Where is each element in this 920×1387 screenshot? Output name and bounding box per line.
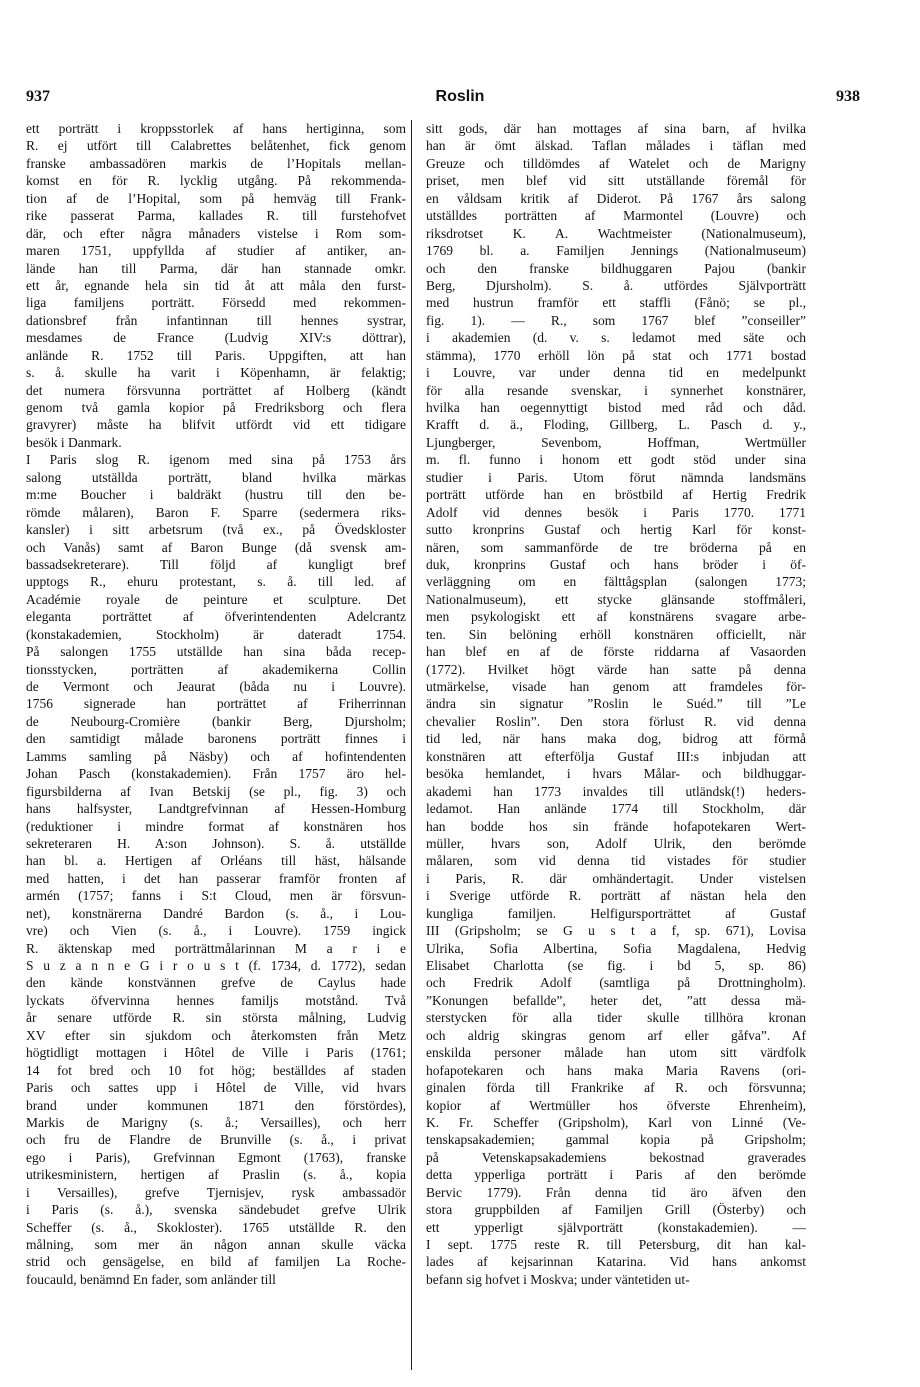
- text-line: i Paris, R. där omhändertagit. Under vistelsen: [426, 870, 806, 886]
- text-line: kansler) i sitt arbetsrum (två ex., på Övedskloster: [26, 522, 406, 538]
- text-line: Adolf vid dennes besök i Paris 1770. 1771: [426, 504, 806, 520]
- text-line: rike passerat Parma, kallades R. till furstehofvet: [26, 208, 406, 224]
- text-line: ”Konungen befallde”, heter det, ”att dessa mä-: [426, 992, 806, 1008]
- text-line: lände han till Parma, där han stannade omkr.: [26, 260, 406, 276]
- text-line: Markis de Marigny (s. å.; Versailles), och herr: [26, 1114, 406, 1130]
- text-line: duk, kronprins Gustaf och hans bröder i öf-: [426, 556, 806, 572]
- text-line: porträtt utförde han en bröstbild af Hertig Fredrik: [426, 487, 806, 503]
- text-line: franske ambassadören markis de l’Hopitals mellan-: [26, 155, 406, 171]
- text-line: han bl. a. Hertigen af Orléans till häst, hälsande: [26, 853, 406, 869]
- text-line: i Paris (s. å.), svenska sändebudet grefve Ulrik: [26, 1202, 406, 1218]
- text-line: Johan Pasch (konstakademien). Från 1757 äro hel-: [26, 766, 406, 782]
- text-line: akademi han 1773 invaldes till utländsk(!) heders-: [426, 783, 806, 799]
- text-line: och Vanås) samt af Baron Bunge (då svensk am-: [26, 539, 406, 555]
- text-line: och den franske bildhuggaren Pajou (bankir: [426, 260, 806, 276]
- text-line: hans halfsyster, Landtgrefvinnan af Hessen-Homburg: [26, 801, 406, 817]
- text-line: sterstycken för alla tider skulle tillhöra kronan: [426, 1010, 806, 1026]
- text-line: stämma), 1770 erhöll lön på stat och 1771 bostad: [426, 347, 806, 363]
- text-line: kopior af Wertmüller hos öfverste Ehrenheim),: [426, 1097, 806, 1113]
- text-line: (1772). Hvilket högt värde han satte på denna: [426, 661, 806, 677]
- text-line: vre) och Vien (s. å., i Louvre). 1759 ingick: [26, 923, 406, 939]
- text-line: riksdrotset K. A. Wachtmeister (Nationalmuseum),: [426, 225, 806, 241]
- text-line: kungliga familjen. Helfigursporträttet af Gustaf: [426, 905, 806, 921]
- text-line: högtidligt mottagen i Hôtel de Ville i Paris (1761;: [26, 1045, 406, 1061]
- text-line: K. Fr. Scheffer (Gripsholm), Karl von Linné (Ve-: [426, 1114, 806, 1130]
- text-line: stora gruppbilden af Familjen Grill (Österby) och: [426, 1202, 806, 1218]
- text-line: nären, som sammanförde de tre bröderna på en: [426, 539, 806, 555]
- text-line: med hustrun framför ett staffli (Fånö; se pl.,: [426, 295, 806, 311]
- text-line: m. fl. funno i honom ett godt stöd under sina: [426, 452, 806, 468]
- text-line: chevalier Roslin”. Den stora förlust R. vid denna: [426, 713, 806, 729]
- text-line: ledamot. Han anlände 1774 till Stockholm, där: [426, 801, 806, 817]
- text-line: upptogs R., ehuru protestant, s. å. till led. af: [26, 574, 406, 590]
- text-line: den samtidigt målade baronens porträtt finnes i: [26, 731, 406, 747]
- text-line: en våldsam kritik af Diderot. På 1767 års salong: [426, 190, 806, 206]
- text-line: S u z a n n e G i r o u s t (f. 1734, d. 1772), sedan: [26, 958, 406, 973]
- text-line: Bervic 1779). Från denna tid äro äfven den: [426, 1184, 806, 1200]
- text-line: fig. 1). — R., som 1767 blef ”conseiller”: [426, 312, 806, 328]
- text-line: dationsbref från infantinnan till hennes systrar,: [26, 312, 406, 328]
- text-line: år senare utförde R. sin största målning, Ludvig: [26, 1010, 406, 1026]
- text-line: och Fredrik Adolf (samtliga på Drottningholm).: [426, 975, 806, 991]
- text-line: Académie royale de peinture et sculpture. Det: [26, 591, 406, 607]
- text-line: han bodde hos sin frände hofapotekaren Wert-: [426, 818, 806, 834]
- text-line: På salongen 1755 utställde han sina båda recep-: [26, 644, 406, 660]
- text-line: med hatten, i det han passerar framför fronten af: [26, 870, 406, 886]
- text-line: den kände konstvännen grefve de Caylus hade: [26, 975, 406, 991]
- text-line: målaren, som vid denna tid vistades för studier: [426, 853, 806, 869]
- text-line: strid och gensägelse, en bild af familjen La Roche-: [26, 1254, 406, 1270]
- text-line: Ulrika, Sofia Albertina, Sofia Magdalena, Hedvig: [426, 940, 806, 956]
- text-line: (konstakademien, Stockholm) är dateradt 1754.: [26, 626, 406, 642]
- running-head: Roslin: [435, 88, 485, 105]
- text-line: Krafft d. ä., Floding, Gillberg, L. Pasch d. y.,: [426, 417, 806, 433]
- text-line: verläggning om en fälttågsplan (salongen 1773;: [426, 574, 806, 590]
- text-line: anlände R. 1752 till Paris. Uppgiften, att han: [26, 347, 406, 363]
- text-line: maren 1751, uppfyllda af studier af antiker, an-: [26, 243, 406, 259]
- text-line: 1756 signerade han porträttet af Friherrinnan: [26, 696, 406, 712]
- text-line: men psykologiskt ett af konstnärens svagare arbe-: [426, 609, 806, 625]
- text-line: foucauld, benämnd En fader, som anländer till: [26, 1271, 276, 1287]
- text-line: ego i Paris), Grefvinnan Egmont (1763), franske: [26, 1149, 406, 1165]
- text-line: 1769 bl. a. Familjen Jennings (Nationalmuseum): [426, 243, 806, 259]
- text-line: ett ypperligt självporträtt (konstakademien). —: [426, 1219, 806, 1235]
- text-line: 14 fot bred och 10 fot hög; beställdes af staden: [26, 1062, 406, 1078]
- text-line: Paris och sattes upp i Hôtel de Ville, vid hvars: [26, 1080, 406, 1096]
- page-number-right: 938: [836, 88, 860, 105]
- text-line: ett år, egnande hela sin tid åt att måla den furst-: [26, 277, 406, 293]
- page-number-left: 937: [26, 88, 50, 105]
- text-line: sutto kronprins Gustaf och hertig Karl för konst-: [426, 522, 806, 538]
- text-line: ten. Sin belöning erhöll konstnären officiellt, när: [426, 626, 806, 642]
- text-line: för alla resande svenskar, i synnerhet konstnärer,: [426, 382, 806, 398]
- text-line: Greuze och tilldömdes af Watelet och de Marigny: [426, 155, 806, 171]
- text-line: bassadsekreterare). Till följd af kungligt bref: [26, 556, 406, 572]
- text-line: genom två gamla kopior på Fredriksborg och flera: [26, 400, 406, 415]
- text-line: net), konstnärerna Dandré Bardon (s. å., i Lou-: [26, 905, 406, 921]
- text-line: tionsstycken, porträtten af akademikerna Collin: [26, 661, 406, 677]
- text-line: brand under kommunen 1871 den förstördes),: [26, 1097, 406, 1113]
- text-line: figursbilderna af Ivan Betskij (se pl., fig. 3) och: [26, 783, 406, 799]
- text-line: R. äktenskap med porträttmålarinnan M a r i e: [26, 940, 406, 956]
- column-divider: [411, 120, 412, 1370]
- text-line: tid led, när hans maka dog, bidrog att förmå: [426, 731, 806, 747]
- text-line: müller, hvars son, Adolf Ulrik, den berömde: [426, 835, 806, 851]
- text-line: sekreteraren H. A:son Johnson). S. å. utställde: [26, 835, 406, 851]
- text-line: studier i Paris. Utom förut nämnda landsmäns: [426, 469, 806, 485]
- text-line: I sept. 1775 reste R. till Petersburg, dit han kal-: [426, 1237, 806, 1252]
- text-line: besök i Danmark.: [26, 434, 122, 450]
- text-line: i Sverige utförde R. porträtt af nästan hela den: [426, 888, 806, 904]
- text-column-left: [26, 120, 406, 1288]
- text-line: detta ypperliga porträtt i Paris af den berömde: [426, 1167, 806, 1183]
- text-line: XV efter sin sjukdom och återkomsten från Metz: [26, 1027, 406, 1043]
- text-line: det numera försvunna porträttet af Holberg (kändt: [26, 382, 406, 398]
- text-line: ginalen förda till Frankrike af R. och försvunna;: [426, 1080, 806, 1096]
- text-line: priset, men blef vid sitt utställande föremål för: [426, 173, 806, 189]
- text-line: m:me Boucher i baldräkt (hustru till den be-: [26, 487, 406, 503]
- text-line: ändra sin signatur ”Roslin le Suéd.” till ”Le: [426, 696, 806, 712]
- text-line: R. ej utfört till Calabrettes belåtenhet, fick genom: [26, 138, 406, 154]
- text-line: Elisabet Charlotta (se fig. i bd 5, sp. 86): [426, 958, 806, 973]
- text-line: målning, som mer än någon annan skulle väcka: [26, 1237, 406, 1252]
- text-line: där, och efter några månaders vistelse i Rom som-: [26, 225, 406, 241]
- text-line: befann sig hofvet i Moskva; under väntetiden ut-: [426, 1271, 690, 1287]
- text-line: och fru de Flandre de Brunville (s. å., i privat: [26, 1132, 406, 1148]
- text-line: salong utställda porträtt, bland hvilka märkas: [26, 469, 406, 485]
- text-line: tenskapsakademien; gammal kopia på Gripsholm;: [426, 1132, 806, 1148]
- text-line: besöka hemlandet, i hvars Målar- och bildhuggar-: [426, 766, 806, 782]
- text-line: på Vetenskapsakademiens bekostnad graverades: [426, 1149, 806, 1165]
- text-line: sitt gods, där han mottages af sina barn, af hvilka: [426, 121, 806, 136]
- text-line: de Neubourg-Cromière (bankir Berg, Djursholm;: [26, 713, 406, 729]
- text-line: lades af kejsarinnan Katarina. Vid hans ankomst: [426, 1254, 806, 1270]
- text-line: utställdes porträtten af Marmontel (Louvre) och: [426, 208, 806, 224]
- text-line: i Versailles), grefve Tjernisjev, rysk ambassadör: [26, 1184, 406, 1200]
- text-line: och aldrig skingras genom arf eller gåfva”. Af: [426, 1027, 806, 1043]
- text-line: armén (1757; fanns i S:t Cloud, men är försvun-: [26, 888, 406, 904]
- text-line: komst en för R. lycklig utgång. På rekommenda-: [26, 173, 406, 189]
- text-line: de Vermont och Jeaurat (båda nu i Louvre).: [26, 679, 406, 694]
- text-line: utrikesministern, hertigen af Praslin (s. å., kopia: [26, 1167, 406, 1183]
- text-line: lyckats öfvervinna hennes familjs motstånd. Två: [26, 992, 406, 1008]
- text-line: han är ömt älskad. Taflan målades i täflan med: [426, 138, 806, 154]
- text-line: römde målaren), Baron F. Sparre (sedermera riks-: [26, 504, 406, 520]
- text-line: s. å. skulle ha varit i Köpenhamn, är felaktig;: [26, 365, 406, 381]
- text-line: Nationalmuseum), ett stycke glänsande stoffmåleri,: [426, 591, 806, 607]
- text-line: konstnären att efterfölja Gustaf III:s inbjudan att: [426, 748, 806, 764]
- text-line: i akademien (d. v. s. ledamot med säte och: [426, 330, 806, 346]
- text-line: liga familjens porträtt. Försedd med rekommen-: [26, 295, 406, 311]
- text-line: utmärkelse, visade han genom att framdeles för-: [426, 679, 806, 694]
- text-line: hofapotekaren och hans maka Maria Ravens (ori-: [426, 1062, 806, 1078]
- text-column-right: [426, 120, 806, 1288]
- text-line: gravyrer) måste ha blifvit utfördt vid ett tidigare: [26, 417, 406, 433]
- text-line: i Louvre, var under denna tid en medelpunkt: [426, 365, 806, 381]
- text-line: Lamms samling på Näsby) och af hofintendenten: [26, 748, 406, 764]
- text-line: mesdames de France (Ludvig XIV:s döttrar),: [26, 330, 406, 346]
- text-line: Berg, Djursholm). S. å. utfördes Självporträtt: [426, 277, 806, 293]
- text-line: eleganta porträttet af öfverintendenten Adelcrantz: [26, 609, 406, 625]
- text-line: I Paris slog R. igenom med sina på 1753 års: [26, 452, 406, 468]
- text-line: III (Gripsholm; se G u s t a f, sp. 671), Lovisa: [426, 923, 806, 939]
- text-line: enskilda personer målade han utom sitt värdfolk: [426, 1045, 806, 1061]
- text-line: hvilka han oegennyttigt bistod med råd och dåd.: [426, 400, 806, 415]
- text-line: tion af de l’Hopital, som på hemväg till Frank-: [26, 190, 406, 206]
- text-line: Scheffer (s. å., Skokloster). 1765 utställde R. den: [26, 1219, 406, 1235]
- text-line: ett porträtt i kroppsstorlek af hans hertiginna, som: [26, 121, 406, 136]
- text-line: Ljungberger, Sevenbom, Hoffman, Wertmüller: [426, 434, 806, 450]
- text-line: (reduktioner i mindre format af konstnären hos: [26, 818, 406, 834]
- text-line: han blef en af de förste riddarna af Vasaorden: [426, 644, 806, 660]
